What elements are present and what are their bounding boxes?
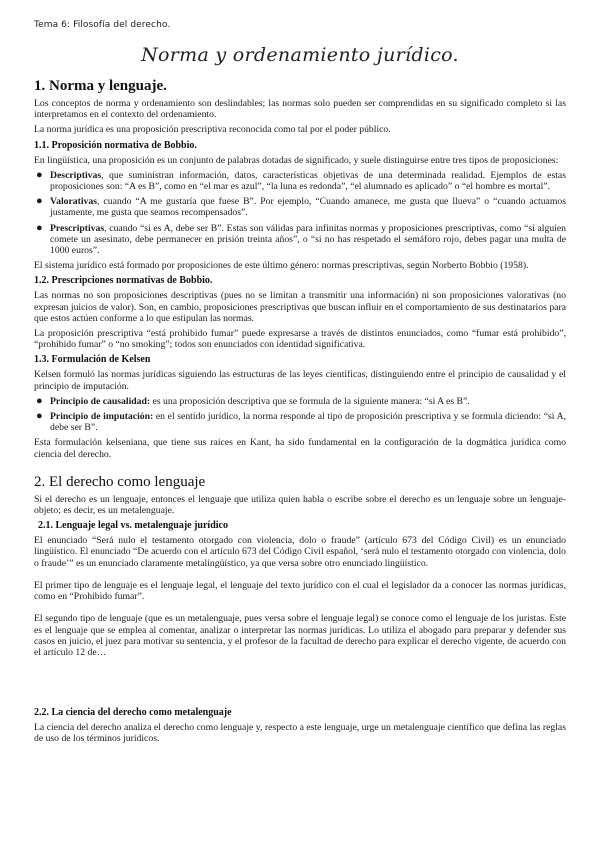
list-item xyxy=(36,195,566,219)
paragraph: La ciencia del derecho analiza el derecho como lenguaje y, respecto a este lenguaje, urge un metalenguaje científico que defina las reglas de uso de los términos jurídicos. xyxy=(34,722,566,745)
list-term: Prescriptivas xyxy=(50,222,105,234)
subsection-heading: 1.3. Formulación de Kelsen xyxy=(34,354,151,366)
bullet-icon: ● xyxy=(36,410,43,423)
bullet-icon: ● xyxy=(36,221,43,234)
list-item xyxy=(36,394,566,407)
paragraph: El sistema jurídico está formado por proposiciones de este último género: normas prescriptivas, según Norberto Bobbio (1958). xyxy=(34,260,529,272)
list-item xyxy=(36,221,566,257)
list-text: , que suministran información, datos, características objetivas de una determinada realidad. Ejemplos de estas proposiciones son: “A es B”, como en “el mar es azul”, “la luna es redonda”, “el alumnado es aplicado” o “el hombre es mortal”. xyxy=(50,169,566,193)
paragraph: Los conceptos de norma y ordenamiento son deslindables; las normas solo pueden ser comprendidas en su significado completo si las interpretamos en el contexto del ordenamiento. xyxy=(34,98,566,121)
list-item xyxy=(36,410,566,434)
subsection-heading: 2.1. Lenguaje legal vs. metalenguaje jurídico xyxy=(38,520,228,532)
list-text: en el sentido jurídico, la norma responde al tipo de proposición prescriptiva y se formula diciendo: “si A, debe ser B”. xyxy=(50,411,566,434)
page-header: Tema 6: Filosofía del derecho. xyxy=(34,20,171,30)
paragraph: El enunciado “Será nulo el testamento otorgado con violencia, dolo o fraude” (artículo 673 del Código Civil) es un enunciado lingüístico. El enunciado “De acuerdo con el artículo 673 del Código Civil español, ‘será nulo el testamento otorgado con violencia, dolo o fraude’” es un enunciado claramente metalingüístico, ya que versa sobre otro enunciado lingüístico. xyxy=(34,535,566,569)
section-heading: 1. Norma y lenguaje. xyxy=(34,78,167,94)
paragraph: El primer tipo de lenguaje es el lenguaje legal, el lenguaje del texto jurídico con el cual el legislador da a conocer las normas jurídicas, como en “Prohibido fumar”. xyxy=(34,579,566,603)
paragraph: La proposición prescriptiva “está prohibido fumar” puede expresarse a través de distintos enunciados, como “fumar está prohibido”, “prohibido fumar” o “no smoking”; todos son enunciados con identidad significativa. xyxy=(34,328,566,351)
subsection-heading: 1.1. Proposición normativa de Bobbio. xyxy=(34,139,197,151)
bullet-list xyxy=(34,396,566,434)
list-text: , cuando “A me gustaría que fuese B”. Por ejemplo, “Cuando amanece, me gusta que llueva” o “cuando actuamos justamente, me gusta que seamos recompensados”. xyxy=(50,196,566,219)
list-text: es una proposición descriptiva que se formula de la siguiente manera: “si A es B”. xyxy=(150,395,470,407)
document-title: Norma y ordenamiento jurídico. xyxy=(141,44,459,66)
paragraph: El segundo tipo de lenguaje (que es un metalenguaje, pues versa sobre el lenguaje legal) se conoce como el lenguaje de los juristas. Este es el lenguaje que se emplea al comentar, analizar o interpretar las normas jurídicas. Lo utiliza el abogado para preparar y defender sus casos en juicio, el juez para motivar su sentencia, y el profesor de la facultad de derecho para explicar el derecho vigente, de acuerdo con el artículo 12 de… xyxy=(34,613,566,658)
paragraph: Las normas no son proposiciones descriptivas (pues no se limitan a transmitir una información) ni son proposiciones valorativas (no expresan juicios de valor). Son, en cambio, proposiciones prescriptivas que buscan influir en el comportamiento de sus destinatarios para que estos actúen conforme a lo que estipulan las normas. xyxy=(34,290,566,324)
section-derecho-como-lenguaje xyxy=(34,474,566,745)
subsection-heading: 2.2. La ciencia del derecho como metalenguaje xyxy=(34,707,232,719)
paragraph: La norma jurídica es una proposición prescriptiva reconocida como tal por el poder público. xyxy=(34,124,391,136)
bullet-icon: ● xyxy=(36,394,43,407)
subsection-heading: 1.2. Prescripciones normativas de Bobbio. xyxy=(34,275,213,287)
list-term: Principio de causalidad: xyxy=(50,395,151,407)
list-term: Principio de imputación: xyxy=(50,411,154,423)
paragraph: Si el derecho es un lenguaje, entonces el lenguaje que utiliza quien habla o escribe sobre el derecho es un lenguaje sobre un lenguaje-objeto; es decir, es un metalenguaje. xyxy=(34,493,566,517)
bullet-list xyxy=(34,170,566,256)
section-norma-y-lenguaje xyxy=(34,78,566,460)
list-term: Descriptivas xyxy=(50,169,102,181)
paragraph: En lingüística, una proposición es un conjunto de palabras dotadas de significado, y suele distinguirse entre tres tipos de proposiciones: xyxy=(34,154,559,166)
bullet-icon: ● xyxy=(36,195,43,208)
section-heading: 2. El derecho como lenguaje xyxy=(34,473,206,490)
list-item xyxy=(36,168,566,193)
paragraph: Kelsen formuló las normas jurídicas siguiendo las estructuras de las leyes científicas, distinguiendo entre el principio de causalidad y el principio de imputación. xyxy=(34,369,566,392)
list-text: , cuando “si es A, debe ser B”. Estas son válidas para infinitas normas y proposiciones prescriptivas, como “si alguien comete un asesinato, debe permanecer en prisión treinta años”, o “si no has respetado el semáforo rojo, debes pagar una multa de 1000 euros”. xyxy=(50,222,566,257)
bullet-icon: ● xyxy=(36,168,43,181)
list-term: Valorativas xyxy=(50,196,98,208)
paragraph: Esta formulación kelseniana, que tiene sus raíces en Kant, ha sido fundamental en la configuración de la dogmática jurídica como ciencia del derecho. xyxy=(34,437,566,460)
